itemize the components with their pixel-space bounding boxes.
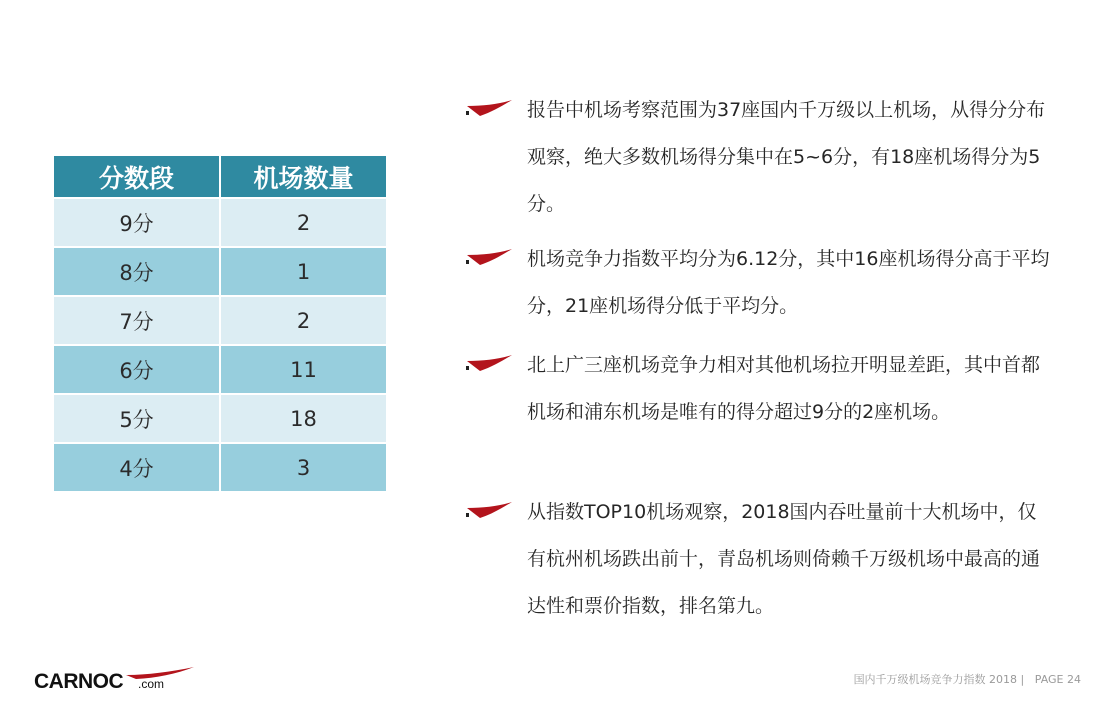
red-wing-bullet-icon (464, 355, 514, 373)
red-wing-bullet-icon (464, 249, 514, 267)
score-cell: 8分 (53, 247, 220, 296)
table-row (53, 394, 387, 443)
score-cell: 6分 (53, 345, 220, 394)
footer-report-title: 国内千万级机场竞争力指数 2018 (853, 673, 1018, 686)
table-row (53, 296, 387, 345)
count-cell: 11 (220, 345, 387, 394)
score-cell: 4分 (53, 443, 220, 492)
page-footer (854, 671, 1081, 687)
table-row (53, 345, 387, 394)
carnoc-logo (34, 666, 174, 696)
finding-text: 机场竞争力指数平均分为6.12分，其中16座机场得分高于平均分，21座机场得分低于平均分。 (527, 248, 1050, 317)
table-header-row (53, 155, 387, 198)
red-wing-bullet-icon (464, 502, 514, 520)
header-score-range: 分数段 (53, 155, 220, 198)
score-distribution-table (52, 154, 388, 493)
finding-text: 报告中机场考察范围为37座国内千万级以上机场，从得分分布观察，绝大多数机场得分集中在5~6分，有18座机场得分为5分。 (527, 99, 1046, 215)
score-cell: 7分 (53, 296, 220, 345)
footer-page-number: PAGE 24 (1034, 673, 1081, 686)
count-cell: 1 (220, 247, 387, 296)
count-cell: 3 (220, 443, 387, 492)
table-row (53, 443, 387, 492)
finding-text: 北上广三座机场竞争力相对其他机场拉开明显差距，其中首都机场和浦东机场是唯有的得分超过9分的2座机场。 (527, 354, 1041, 423)
score-cell: 5分 (53, 394, 220, 443)
header-airport-count: 机场数量 (220, 155, 387, 198)
count-cell: 18 (220, 394, 387, 443)
red-wing-bullet-icon (464, 100, 514, 118)
score-cell: 9分 (53, 198, 220, 247)
footer-separator: | (1017, 673, 1035, 686)
table-row (53, 247, 387, 296)
count-cell: 2 (220, 198, 387, 247)
table-row (53, 198, 387, 247)
logo-domain-text: .com (138, 677, 165, 691)
logo-brand-text: CARNOC (34, 670, 124, 693)
count-cell: 2 (220, 296, 387, 345)
finding-text: 从指数TOP10机场观察，2018国内吞吐量前十大机场中，仅有杭州机场跌出前十，青岛机场则倚赖千万级机场中最高的通达性和票价指数，排名第九。 (527, 501, 1041, 617)
